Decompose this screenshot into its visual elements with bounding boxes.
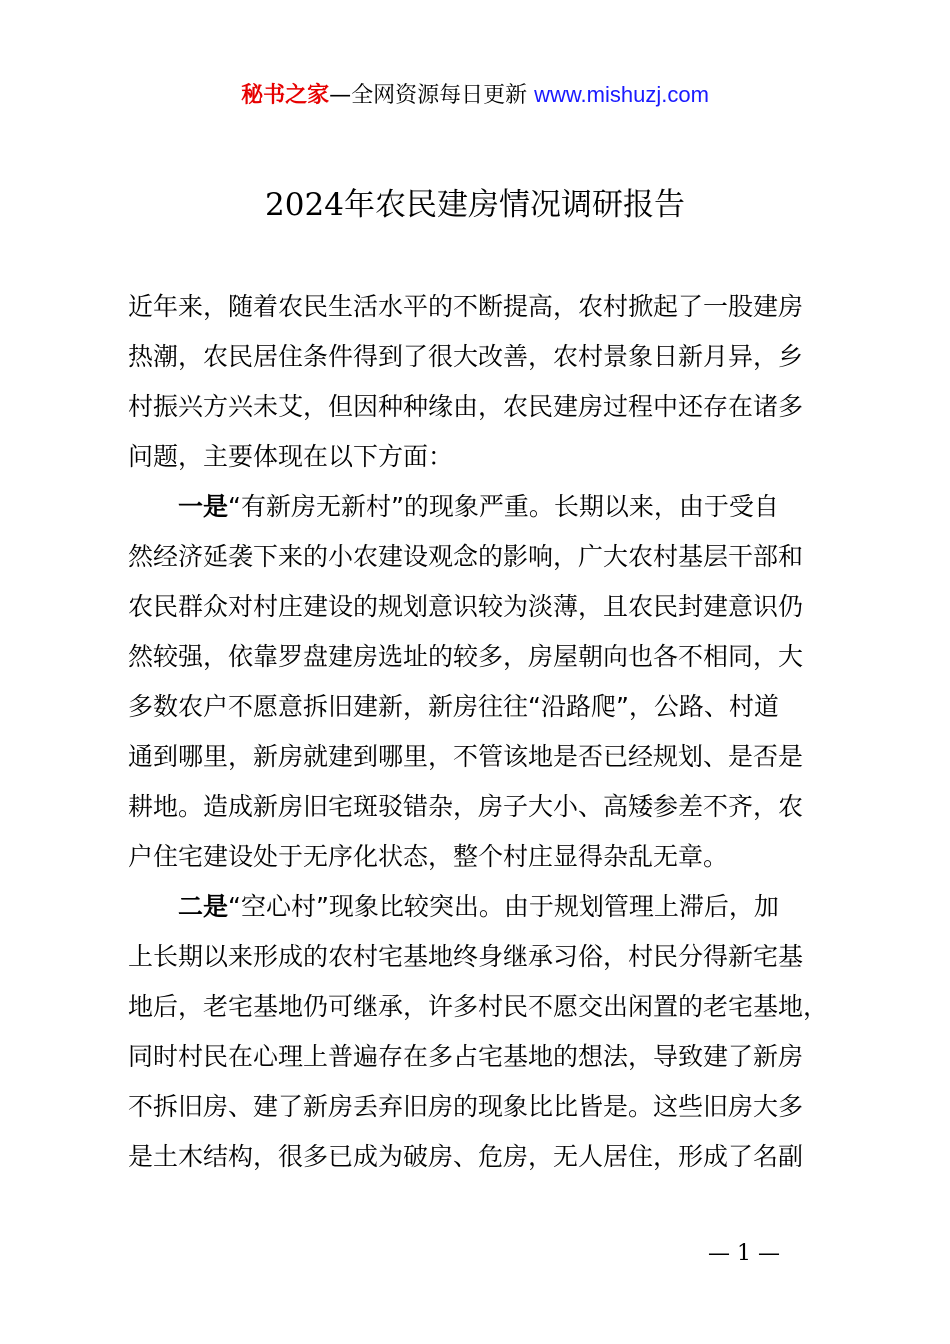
text-line: 然较强，依靠罗盘建房选址的较多，房屋朝向也各不相同，大 <box>128 642 804 671</box>
text-line: 同时村民在心理上普遍存在多占宅基地的想法，导致建了新房 <box>128 1042 804 1071</box>
text-line: 通到哪里，新房就建到哪里，不管该地是否已经规划、是否是 <box>128 742 804 771</box>
header-tagline: —全网资源每日更新 <box>329 83 528 108</box>
section-heading-text: “有新房无新村”的现象严重。长期以来，由于受自 <box>228 492 779 521</box>
text-line: 不拆旧房、建了新房丢弃旧房的现象比比皆是。这些旧房大多 <box>128 1092 804 1121</box>
site-header <box>0 78 950 113</box>
brand-name: 秘书之家 <box>241 83 330 108</box>
document-body <box>128 282 838 1182</box>
intro-paragraph <box>128 282 838 482</box>
text-line: 耕地。造成新房旧宅斑驳错杂，房子大小、高矮参差不齐，农 <box>128 792 804 821</box>
text-line: 户住宅建设处于无序化状态，整个村庄显得杂乱无章。 <box>128 842 729 871</box>
text-line: 村振兴方兴未艾，但因种种缘由，农民建房过程中还存在诸多 <box>128 392 804 421</box>
text-line: 热潮，农民居住条件得到了很大改善，农村景象日新月异，乡 <box>128 342 804 371</box>
section-lead: 二是 <box>178 892 229 921</box>
page-number: — 1 — <box>708 1241 780 1266</box>
text-line: 然经济延袭下来的小农建设观念的影响，广大农村基层干部和 <box>128 542 804 571</box>
section-lead: 一是 <box>178 492 229 521</box>
text-line: 问题，主要体现在以下方面： <box>128 442 454 471</box>
section-first-line <box>128 882 838 932</box>
text-line: 多数农户不愿意拆旧建新，新房往往“沿路爬”，公路、村道 <box>128 692 779 721</box>
section-1-paragraph <box>128 482 838 882</box>
text-line: 农民群众对村庄建设的规划意识较为淡薄，且农民封建意识仍 <box>128 592 804 621</box>
text-line: 地后，老宅基地仍可继承，许多村民不愿交出闲置的老宅基地， <box>128 992 829 1021</box>
site-url[interactable]: www.mishuzj.com <box>534 82 709 107</box>
document-title: 2024年农民建房情况调研报告 <box>265 187 685 223</box>
section-first-line <box>128 482 838 532</box>
text-line: 近年来，随着农民生活水平的不断提高，农村掀起了一股建房 <box>128 292 804 321</box>
text-line: 上长期以来形成的农村宅基地终身继承习俗，村民分得新宅基 <box>128 942 804 971</box>
text-line: 是土木结构，很多已成为破房、危房，无人居住，形成了名副 <box>128 1142 804 1171</box>
section-2-paragraph <box>128 882 838 1182</box>
section-heading-text: “空心村”现象比较突出。由于规划管理上滞后，加 <box>228 892 779 921</box>
